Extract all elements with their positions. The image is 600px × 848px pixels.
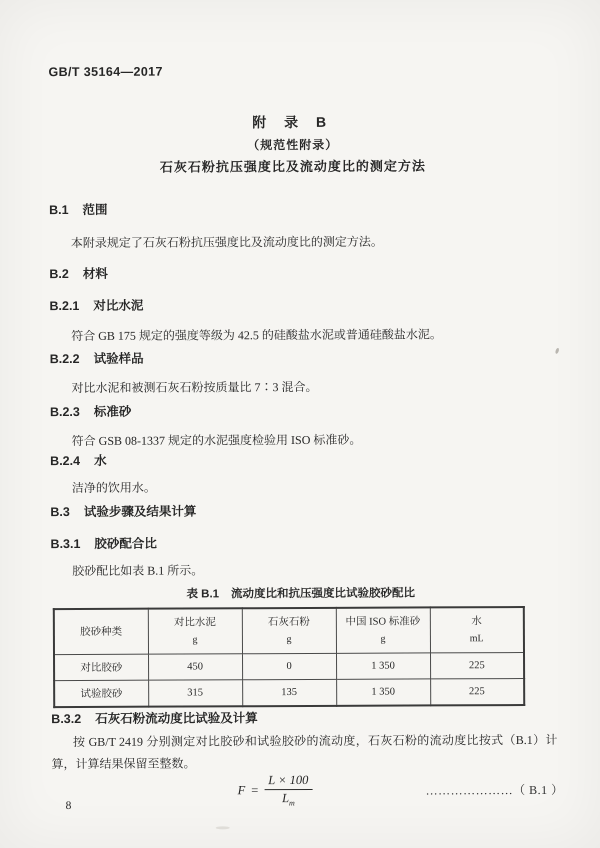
formula-leader — [426, 780, 564, 798]
section-title: 胶砂配合比 — [94, 536, 157, 551]
col-header-mortar-type: 胶砂种类 — [54, 609, 148, 655]
scan-artifact — [555, 348, 560, 355]
section-number: B.3 — [50, 505, 70, 520]
section-heading-b21 — [49, 296, 143, 314]
section-body-b23: 符合 GSB 08-1337 规定的水泥强度检验用 ISO 标准砂。 — [71, 432, 362, 448]
col-header-reference-cement: 对比水泥 g — [148, 608, 242, 654]
fluidity-ratio-formula — [238, 773, 313, 808]
section-number: B.2.3 — [49, 404, 80, 420]
section-title: 石灰石粉流动度比试验及计算 — [95, 711, 258, 726]
section-body-b32: 按 GB/T 2419 分别测定对比胶砂和试验胶砂的流动度，石灰石粉的流动度比按式（B.1）计算，计算结果保留至整数。 — [51, 732, 558, 772]
table-header-row — [54, 607, 524, 655]
formula-lhs: F — [237, 782, 246, 797]
section-heading-b3 — [50, 501, 196, 520]
section-body-b31: 胶砂配比如表 B.1 所示。 — [72, 563, 204, 578]
section-title: 范围 — [82, 202, 108, 217]
annex-subject: 石灰石粉抗压强度比及流动度比的测定方法 — [159, 158, 426, 175]
section-heading-b31 — [50, 534, 156, 552]
section-number: B.3.1 — [50, 536, 81, 552]
formula-b1-row — [52, 769, 564, 811]
section-title: 对比水泥 — [93, 298, 144, 313]
table-caption-title: 流动度比和抗压强度比试验胶砂配比 — [231, 587, 416, 601]
section-title: 试验步骤及结果计算 — [83, 504, 197, 519]
col-header-water: 水 mL — [430, 607, 524, 653]
cell-value: 450 — [148, 654, 242, 680]
col-header-iso-sand: 中国 ISO 标准砂 g — [336, 607, 430, 653]
section-number: B.2.4 — [50, 453, 81, 469]
section-heading-b2 — [49, 264, 108, 282]
row-label: 对比胶砂 — [54, 654, 148, 680]
section-body-b24: 洁净的饮用水。 — [71, 480, 156, 495]
section-number: B.2.1 — [49, 298, 80, 314]
section-body-b22: 对比水泥和被测石灰石粉按质量比 7∶3 混合。 — [71, 379, 318, 395]
fraction — [264, 773, 312, 808]
section-number: B.1 — [49, 203, 69, 218]
cell-value: 1 350 — [336, 653, 430, 679]
section-number: B.2.2 — [49, 351, 80, 367]
section-body-b21: 符合 GB 175 规定的强度等级为 42.5 的硅酸盐水泥或普通硅酸盐水泥。 — [71, 327, 442, 343]
section-heading-b32 — [51, 708, 257, 727]
section-title: 标准砂 — [93, 404, 132, 419]
section-heading-b24 — [50, 451, 106, 469]
table-caption-label: 表 B.1 — [186, 588, 220, 601]
section-title: 材料 — [82, 266, 108, 281]
table-row — [54, 679, 524, 708]
table-caption — [1, 584, 600, 603]
section-number: B.3.2 — [51, 711, 82, 727]
cell-value: 1 350 — [336, 679, 430, 706]
section-heading-b1 — [49, 200, 108, 218]
cell-value: 0 — [242, 653, 336, 679]
mortar-mix-table — [53, 606, 525, 708]
fraction-denominator: $L_m$ — [282, 790, 295, 808]
formula-number-label: （ B.1 ） — [513, 782, 564, 797]
section-body-b1: 本附录规定了石灰石粉抗压强度比及流动度比的测定方法。 — [70, 234, 383, 250]
dotted-leader: ………………… — [425, 782, 514, 797]
section-title: 水 — [94, 453, 107, 468]
table-row — [54, 653, 524, 681]
row-label: 试验胶砂 — [54, 680, 148, 707]
cell-value: 225 — [430, 653, 524, 679]
section-heading-b22 — [50, 349, 144, 367]
section-heading-b23 — [50, 402, 131, 420]
fraction-numerator: L × 100 — [264, 773, 312, 790]
annex-title: 附 录 B — [252, 113, 334, 131]
col-header-limestone-powder: 石灰石粉 g — [242, 608, 336, 654]
cell-value: 135 — [242, 679, 336, 706]
section-title: 试验样品 — [93, 351, 144, 366]
cell-value: 225 — [430, 679, 524, 706]
section-number: B.2 — [49, 267, 69, 282]
document-code: GB/T 35164—2017 — [48, 64, 163, 80]
scan-artifact — [216, 826, 230, 829]
annex-subtitle: （规范性附录） — [247, 137, 339, 153]
cell-value: 315 — [148, 680, 242, 707]
equals-sign: = — [251, 782, 259, 797]
page-number: 8 — [65, 800, 72, 813]
